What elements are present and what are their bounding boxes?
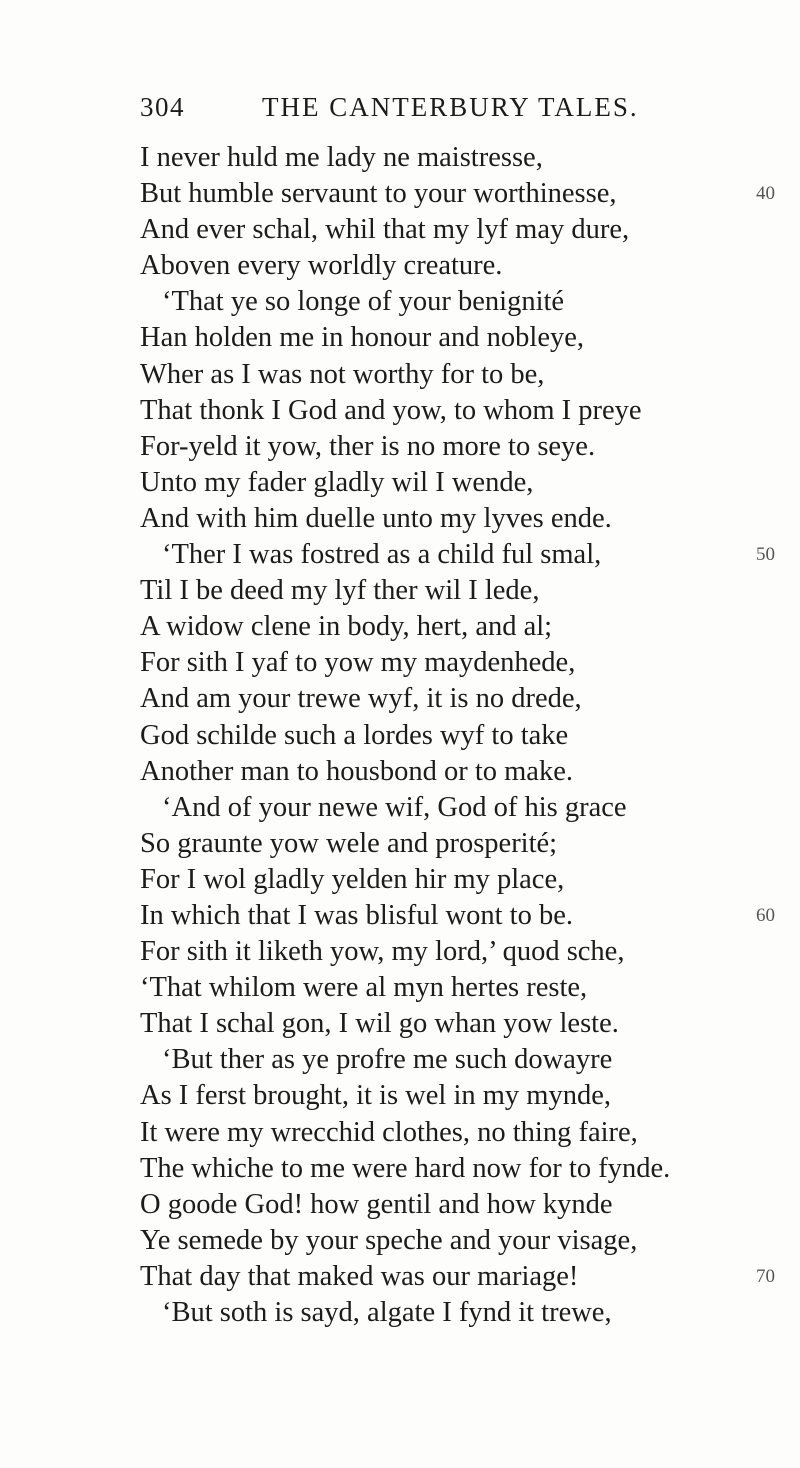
verse-line [140, 681, 770, 717]
verse-line [140, 501, 770, 537]
verse-text: Ye semede by your speche and your visage, [140, 1224, 638, 1256]
page-number: 304 [140, 92, 185, 122]
verse-text: But humble servaunt to your worthinesse, [140, 178, 617, 210]
verse-text: O goode God! how gentil and how kynde [140, 1188, 613, 1220]
verse-line [140, 393, 770, 429]
running-head [140, 92, 760, 132]
verse-text: That thonk I God and yow, to whom I preye [140, 394, 642, 426]
line-number: 70 [756, 1265, 775, 1287]
verse-text: Another man to housbond or to make. [140, 755, 573, 787]
verse-text: For-yeld it yow, ther is no more to seye. [140, 430, 596, 462]
verse-text: And am your trewe wyf, it is no drede, [140, 683, 582, 715]
verse-text: ‘But ther as ye profre me such dowayre [162, 1044, 613, 1076]
verse-line [140, 429, 770, 465]
line-number: 60 [756, 904, 775, 926]
verse-text: ‘That whilom were al myn hertes reste, [140, 972, 588, 1004]
verse-line [140, 718, 770, 754]
poem-text [140, 140, 775, 1331]
verse-line [140, 1078, 770, 1114]
verse-line [140, 754, 770, 790]
running-title: THE CANTERBURY TALES. [262, 92, 639, 122]
verse-line [140, 790, 770, 826]
verse-text: Han holden me in honour and nobleye, [140, 322, 585, 354]
verse-line [140, 826, 770, 862]
verse-text: That I schal gon, I wil go whan yow leste. [140, 1008, 619, 1040]
verse-text: In which that I was blisful wont to be. [140, 899, 573, 931]
verse-line [140, 176, 775, 212]
verse-line [140, 140, 770, 176]
verse-line [140, 284, 770, 320]
verse-text: And ever schal, whil that my lyf may dure, [140, 214, 630, 246]
verse-text: For sith I yaf to yow my maydenhede, [140, 647, 576, 679]
verse-line [140, 573, 770, 609]
verse-text: I never huld me lady ne maistresse, [140, 142, 543, 173]
verse-text: And with him duelle unto my lyves ende. [140, 502, 612, 534]
verse-text: The whiche to me were hard now for to fynde. [140, 1152, 671, 1184]
verse-line [140, 1115, 770, 1151]
verse-line [140, 465, 770, 501]
verse-line [140, 537, 775, 573]
verse-text: ‘And of your newe wif, God of his grace [162, 791, 627, 823]
verse-line [140, 645, 770, 681]
verse-text: ‘Ther I was fostred as a child ful smal, [162, 539, 602, 571]
verse-text: Aboven every worldly creature. [140, 250, 503, 282]
verse-text: ‘That ye so longe of your benignité [162, 286, 565, 318]
verse-line [140, 1151, 770, 1187]
line-number: 40 [756, 183, 775, 205]
line-number: 50 [756, 544, 775, 566]
verse-line [140, 1223, 770, 1259]
verse-text: A widow clene in body, hert, and al; [140, 611, 553, 643]
verse-line [140, 1259, 775, 1295]
verse-text: That day that maked was our mariage! [140, 1260, 579, 1292]
verse-line [140, 320, 770, 356]
verse-line [140, 1295, 770, 1331]
verse-line [140, 1006, 770, 1042]
verse-line [140, 1187, 770, 1223]
verse-text: Til I be deed my lyf ther wil I lede, [140, 575, 540, 607]
verse-line [140, 248, 770, 284]
verse-line [140, 970, 770, 1006]
verse-line [140, 357, 770, 393]
verse-line [140, 862, 770, 898]
verse-text: As I ferst brought, it is wel in my mynde, [140, 1080, 611, 1112]
verse-text: Wher as I was not worthy for to be, [140, 358, 545, 390]
verse-line [140, 934, 770, 970]
verse-line [140, 212, 770, 248]
verse-line [140, 898, 775, 934]
verse-text: It were my wrecchid clothes, no thing faire, [140, 1116, 638, 1148]
verse-text: God schilde such a lordes wyf to take [140, 719, 569, 751]
verse-line [140, 609, 770, 645]
verse-text: So graunte yow wele and prosperité; [140, 827, 558, 859]
verse-line [140, 1042, 770, 1078]
verse-text: Unto my fader gladly wil I wende, [140, 466, 534, 498]
verse-text: ‘But soth is sayd, algate I fynd it trewe, [162, 1297, 612, 1328]
verse-text: For sith it liketh yow, my lord,’ quod sche, [140, 936, 625, 968]
verse-text: For I wol gladly yelden hir my place, [140, 863, 565, 895]
